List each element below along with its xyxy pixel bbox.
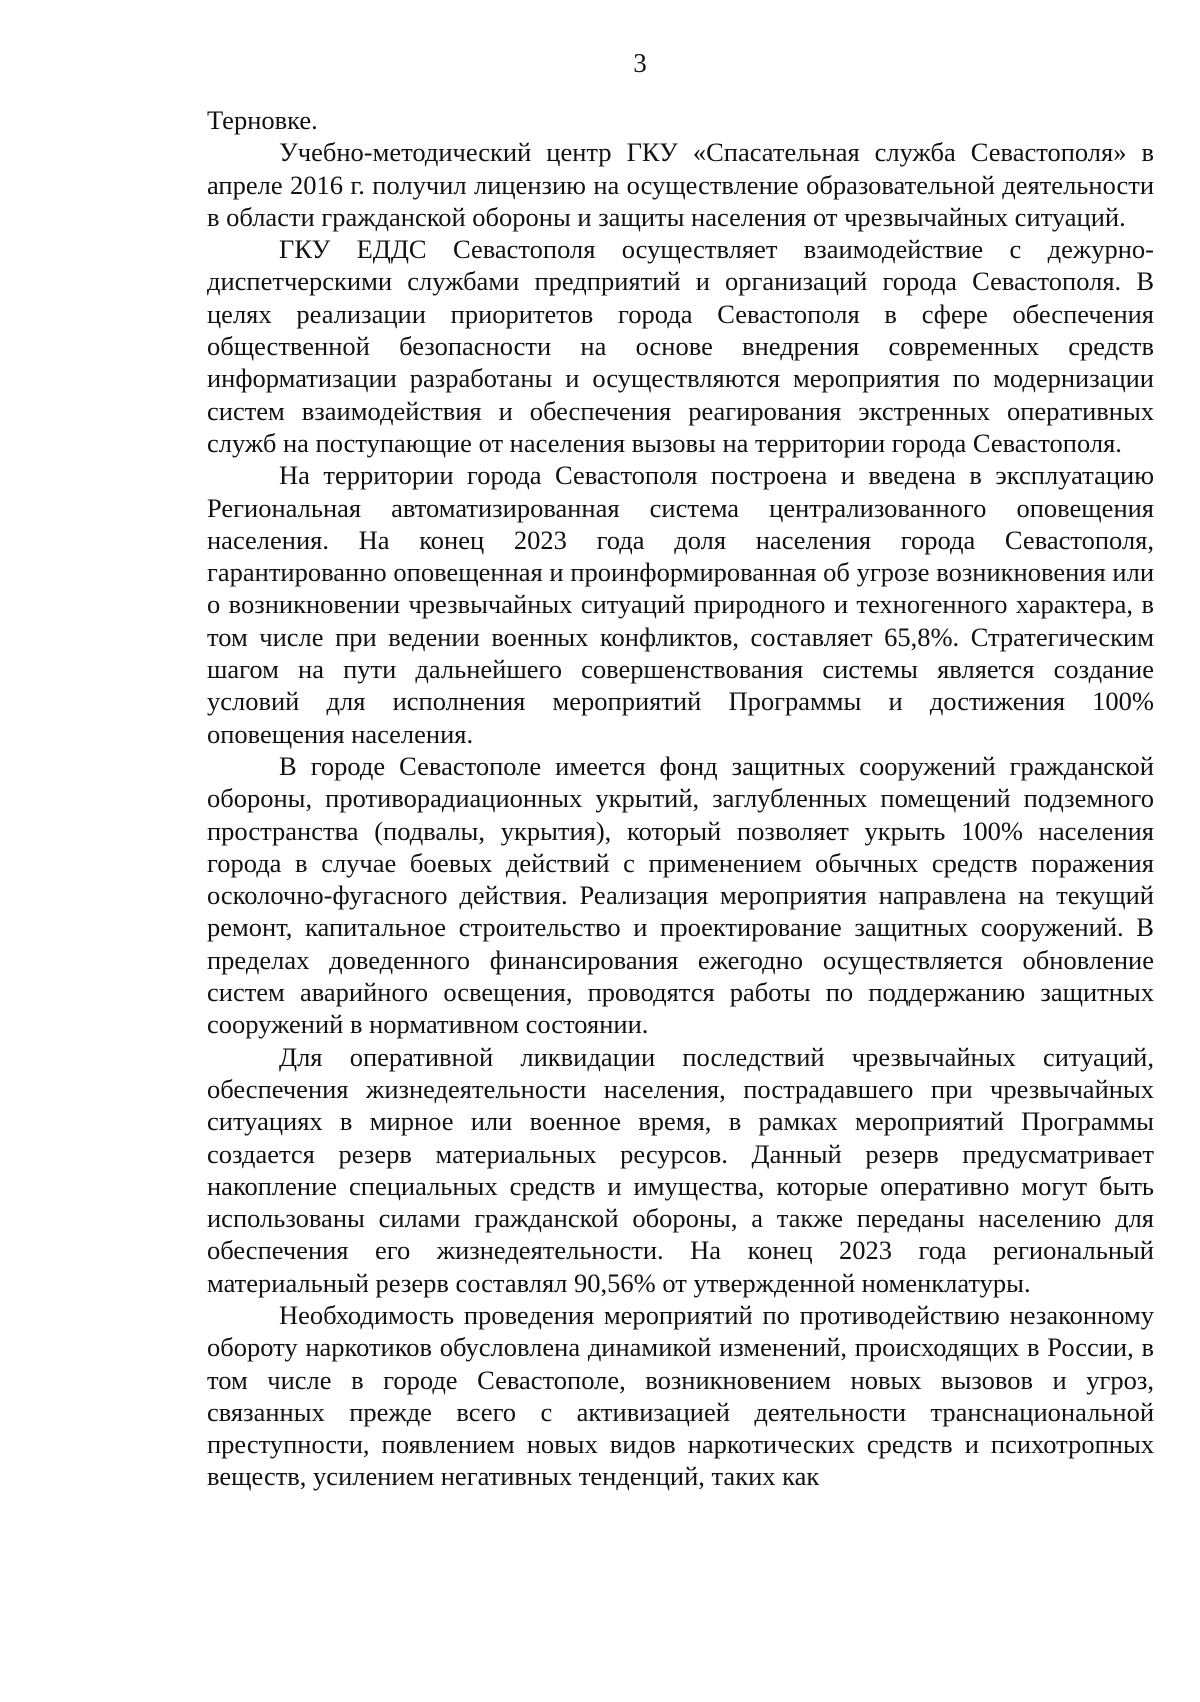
paragraph-edds-interaction: ГКУ ЕДДС Севастополя осуществляет взаимодействие с дежурно-диспетчерскими службами предприятий и организаций города Севастополя. В целях реализации приоритетов города Севастополя в сфере обеспечения общественной безопасности на основе внедрения современных средств информатизации разработаны и осуществляются мероприятия по модернизации систем взаимодействия и обеспечения реагирования экстренных оперативных служб на поступающие от населения вызовы на территории города Севастополя. [207, 234, 1154, 458]
page-number: 3 [633, 48, 647, 78]
paragraph-drug-trafficking: Необходимость проведения мероприятий по противодействию незаконному обороту наркотиков обусловлена динамикой изменений, происходящих в России, в том числе в городе Севастополе, возникновением новых вызовов и угроз, связанных прежде всего с активизацией деятельности транснациональной преступности, появлением новых видов наркотических средств и психотропных веществ, усилением негативных тенденций, таких как [207, 1299, 1154, 1492]
paragraph-protective-structures: В городе Севастополе имеется фонд защитных сооружений гражданской обороны, противорадиационных укрытий, заглубленных помещений подземного пространства (подвалы, укрытия), который позволяет укрыть 100% населения города в случае боевых действий с применением обычных средств поражения осколочно-фугасного действия. Реализация мероприятия направлена на текущий ремонт, капитальное строительство и проектирование защитных сооружений. В пределах доведенного финансирования ежегодно осуществляется обновление систем аварийного освещения, проводятся работы по поддержанию защитных сооружений в нормативном состоянии. [207, 750, 1154, 1040]
paragraph-warning-system: На территории города Севастополя построена и введена в эксплуатацию Региональная автоматизированная система централизованного оповещения населения. На конец 2023 года доля населения города Севастополя, гарантированно оповещенная и проинформированная об угрозе возникновения или о возникновении чрезвычайных ситуаций природного и техногенного характера, в том числе при ведении военных конфликтов, составляет 65,8%. Стратегическим шагом на пути дальнейшего совершенствования системы является создание условий для исполнения мероприятий Программы и достижения 100% оповещения населения. [207, 460, 1154, 749]
document-body [207, 104, 1154, 1493]
paragraph-training-center-license: Учебно-методический центр ГКУ «Спасательная служба Севастополя» в апреле 2016 г. получил лицензию на осуществление образовательной деятельности в области гражданской обороны и защиты населения от чрезвычайных ситуаций. [207, 137, 1154, 232]
paragraph-continuation: Терновке. [207, 105, 318, 135]
paragraph-material-reserve: Для оперативной ликвидации последствий чрезвычайных ситуаций, обеспечения жизнедеятельности населения, пострадавшего при чрезвычайных ситуациях в мирное или военное время, в рамках мероприятий Программы создается резерв материальных ресурсов. Данный резерв предусматривает накопление специальных средств и имущества, которые оперативно могут быть использованы силами гражданской обороны, а также переданы населению для обеспечения его жизнедеятельности. На конец 2023 года региональный материальный резерв составлял 90,56% от утвержденной номенклатуры. [207, 1041, 1154, 1298]
